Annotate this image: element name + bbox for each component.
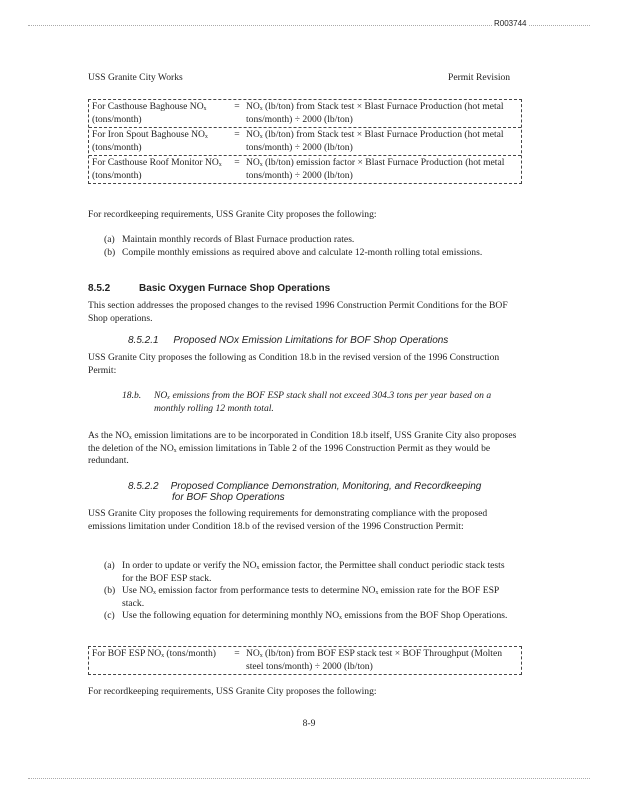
blast-furnace-nox-equation-table [88, 99, 522, 184]
table-row [89, 128, 521, 156]
equals-sign: = [234, 129, 240, 140]
list-item [104, 234, 518, 247]
section-8-5-2-1-heading [128, 335, 448, 346]
row-formula: NOₓ (lb/ton) emission factor × Blast Furnace Production (hot metal tons/month) ÷ 2000 (lb/ton) [246, 157, 505, 181]
equals-sign: = [234, 157, 240, 168]
list-item [104, 560, 518, 585]
bof-nox-equation-table [88, 646, 522, 675]
section-number: 8.5.2 [88, 283, 111, 294]
scan-edge-bottom [28, 778, 590, 779]
compliance-list [104, 560, 518, 623]
item-text: Maintain monthly records of Blast Furnace production rates. [122, 234, 355, 245]
row-label: For Casthouse Baghouse NOₓ (tons/month) [92, 101, 207, 125]
list-item [104, 610, 518, 623]
row-label: For Casthouse Roof Monitor NOₓ (tons/month) [92, 157, 222, 181]
section-title: Proposed Compliance Demonstration, Monitoring, and Recordkeeping [170, 481, 482, 492]
row-formula: NOₓ (lb/ton) from Stack test × Blast Furnace Production (hot metal tons/month) ÷ 2000 (lb/ton) [246, 129, 504, 153]
section-number: 8.5.2.2 [128, 481, 159, 492]
item-text: Use NOₓ emission factor from performance tests to determine NOₓ emission rate for the BOF ESP stack. [122, 585, 499, 609]
header-right: Permit Revision [448, 72, 511, 83]
section-8-5-2-2-heading [128, 481, 528, 503]
document-id: R003744 [494, 19, 527, 28]
item-text: Use the following equation for determining monthly NOₓ emissions from the BOF Shop Operations. [122, 610, 508, 621]
table-row [89, 647, 521, 674]
item-label: (b) [104, 246, 116, 258]
list-item [104, 585, 518, 610]
condition-label: 18.b. [122, 390, 142, 401]
item-label: (a) [104, 560, 115, 571]
item-label: (b) [104, 585, 116, 596]
equals-sign: = [234, 648, 240, 659]
condition-text: NOₓ emissions from the BOF ESP stack shall not exceed 304.3 tons per year based on a monthly rolling 12 month total. [154, 390, 492, 414]
table-row [89, 156, 521, 183]
row-label: For Iron Spout Baghouse NOₓ (tons/month) [92, 129, 208, 153]
recordkeeping-list [104, 234, 518, 259]
condition-18b-intro: USS Granite City proposes the following as Condition 18.b in the revised version of the 1996 Construction Permit: [88, 352, 500, 376]
section-title-continued: for BOF Shop Operations [172, 492, 285, 503]
condition-18b [122, 390, 502, 415]
list-item [104, 247, 518, 260]
deletion-paragraph: As the NOₓ emission limitations are to be incorporated in Condition 18.b itself, USS Granite City also proposes the deletion of the NOₓ emission limitations in Table 2 of the 1996 Construction Permit as they would be redundant. [88, 430, 517, 466]
section-title: Proposed NOx Emission Limitations for BOF Shop Operations [173, 335, 449, 346]
section-number: 8.5.2.1 [128, 335, 159, 346]
page-number: 8-9 [302, 718, 316, 729]
section-title: Basic Oxygen Furnace Shop Operations [139, 283, 331, 294]
equals-sign: = [234, 101, 240, 112]
section-8-5-2-heading [88, 283, 330, 294]
row-label: For BOF ESP NOₓ (tons/month) [92, 648, 216, 659]
item-label: (a) [104, 234, 115, 245]
row-formula: NOₓ (lb/ton) from Stack test × Blast Furnace Production (hot metal tons/month) ÷ 2000 (lb/ton) [246, 101, 504, 125]
header-left: USS Granite City Works [88, 72, 183, 83]
table-row [89, 100, 521, 128]
row-formula: NOₓ (lb/ton) from BOF ESP stack test × BOF Throughput (Molten steel tons/month) ÷ 2000 (lb/ton) [246, 648, 503, 672]
compliance-paragraph: USS Granite City proposes the following requirements for demonstrating compliance with the proposed emissions limitation under Condition 18.b of the revised version of the 1996 Construction Permit: [88, 508, 488, 532]
item-text: In order to update or verify the NOₓ emission factor, the Permittee shall conduct periodic stack tests for the BOF ESP stack. [122, 560, 505, 584]
item-text: Compile monthly emissions as required above and calculate 12-month rolling total emissions. [122, 246, 483, 258]
bof-intro-paragraph: This section addresses the proposed changes to the revised 1996 Construction Permit Conditions for the BOF Shop operations. [88, 300, 508, 324]
item-label: (c) [104, 610, 115, 621]
recordkeeping-intro-2: For recordkeeping requirements, USS Granite City proposes the following: [88, 686, 377, 697]
recordkeeping-intro: For recordkeeping requirements, USS Granite City proposes the following: [88, 209, 377, 220]
